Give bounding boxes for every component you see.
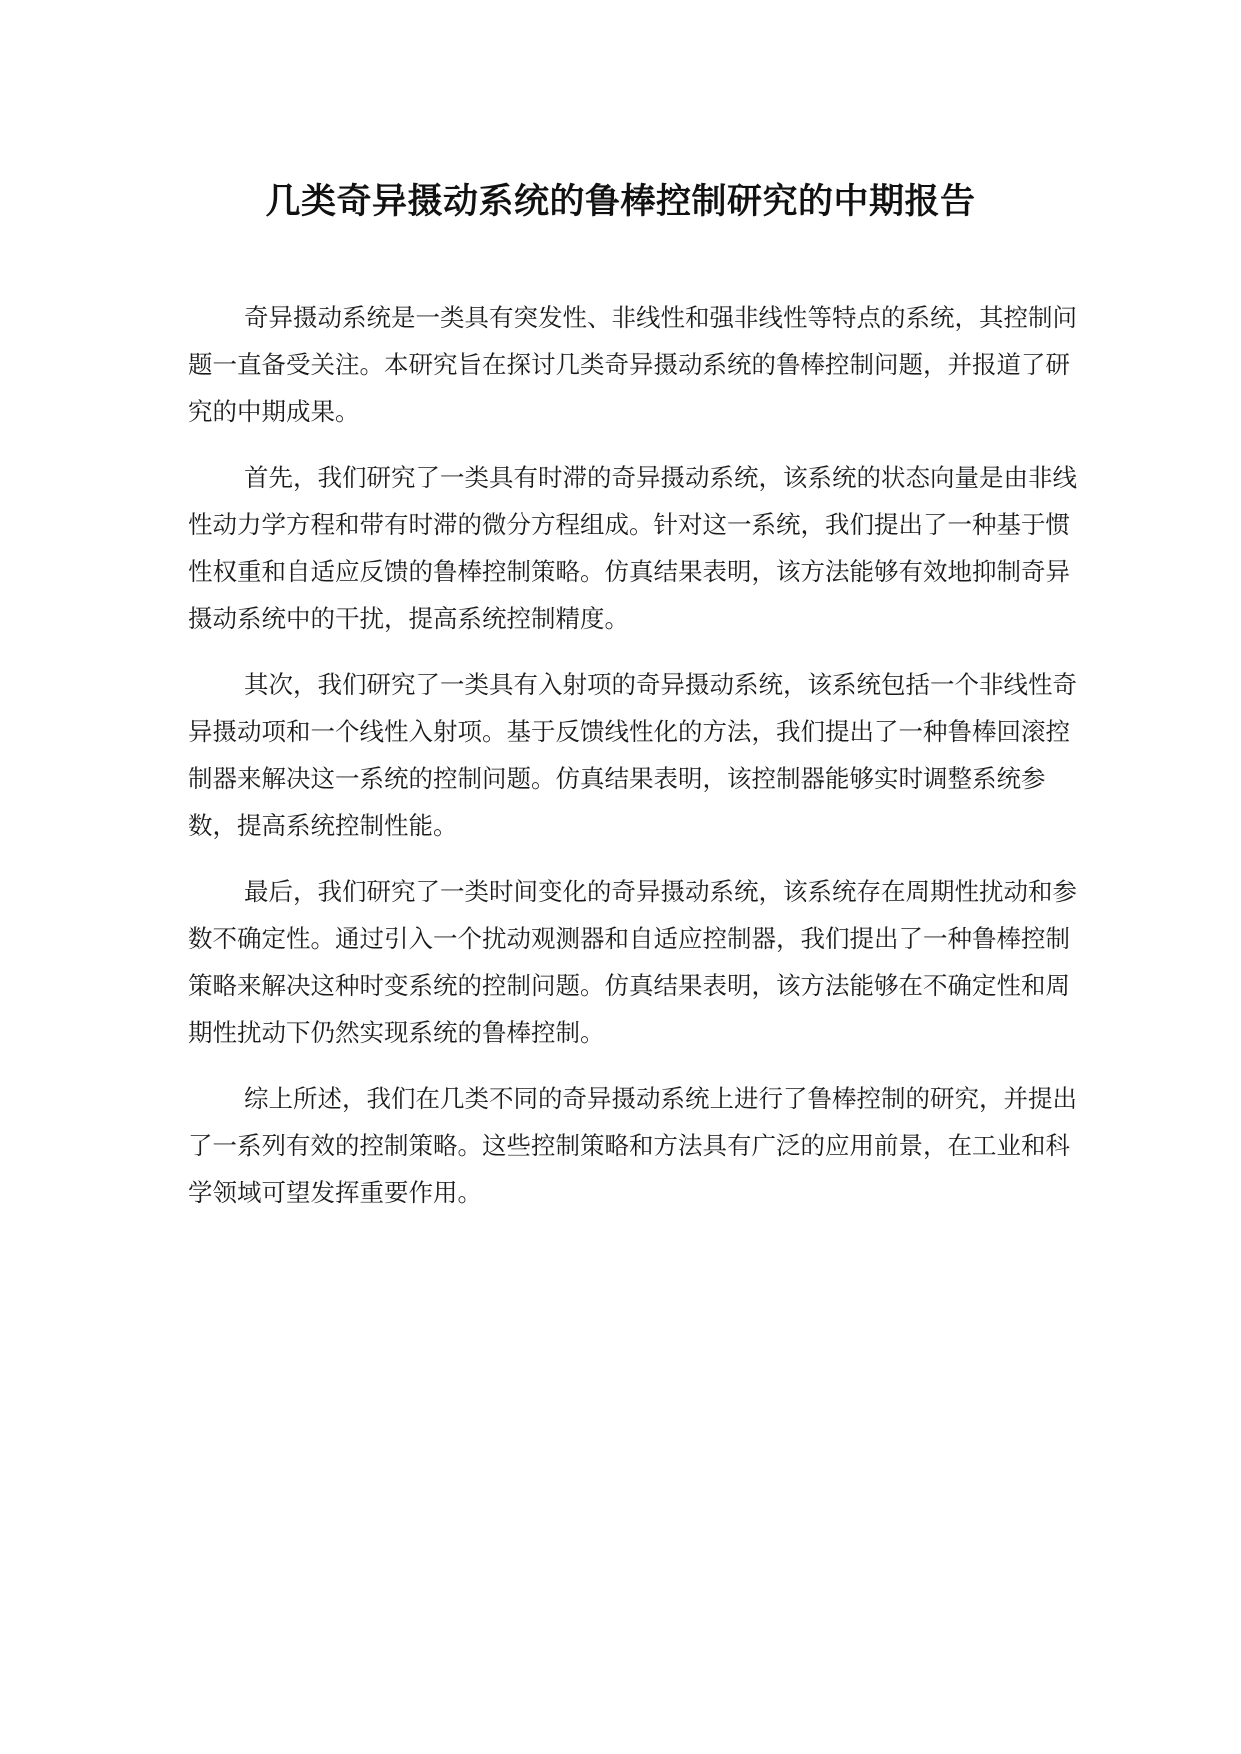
- paragraph-last: 最后，我们研究了一类时间变化的奇异摄动系统，该系统存在周期性扰动和参数不确定性。通过引入一个扰动观测器和自适应控制器，我们提出了一种鲁棒控制策略来解决这种时变系统的控制问题。仿真结果表明，该方法能够在不确定性和周期性扰动下仍然实现系统的鲁棒控制。: [188, 877, 1077, 1047]
- document-title: 几类奇异摄动系统的鲁棒控制研究的中期报告: [265, 182, 976, 222]
- paragraph-intro: 奇异摄动系统是一类具有突发性、非线性和强非线性等特点的系统，其控制问题一直备受关注。本研究旨在探讨几类奇异摄动系统的鲁棒控制问题，并报道了研究的中期成果。: [188, 303, 1077, 426]
- paragraph-first: 首先，我们研究了一类具有时滞的奇异摄动系统，该系统的状态向量是由非线性动力学方程和带有时滞的微分方程组成。针对这一系统，我们提出了一种基于惯性权重和自适应反馈的鲁棒控制策略。仿真结果表明，该方法能够有效地抑制奇异摄动系统中的干扰，提高系统控制精度。: [188, 463, 1077, 633]
- document-body: [188, 294, 1078, 1235]
- paragraph-second: 其次，我们研究了一类具有入射项的奇异摄动系统，该系统包括一个非线性奇异摄动项和一个线性入射项。基于反馈线性化的方法，我们提出了一种鲁棒回滚控制器来解决这一系统的控制问题。仿真结果表明，该控制器能够实时调整系统参数，提高系统控制性能。: [188, 670, 1077, 840]
- paragraph-conclusion: 综上所述，我们在几类不同的奇异摄动系统上进行了鲁棒控制的研究，并提出了一系列有效的控制策略。这些控制策略和方法具有广泛的应用前景，在工业和科学领域可望发挥重要作用。: [188, 1084, 1077, 1207]
